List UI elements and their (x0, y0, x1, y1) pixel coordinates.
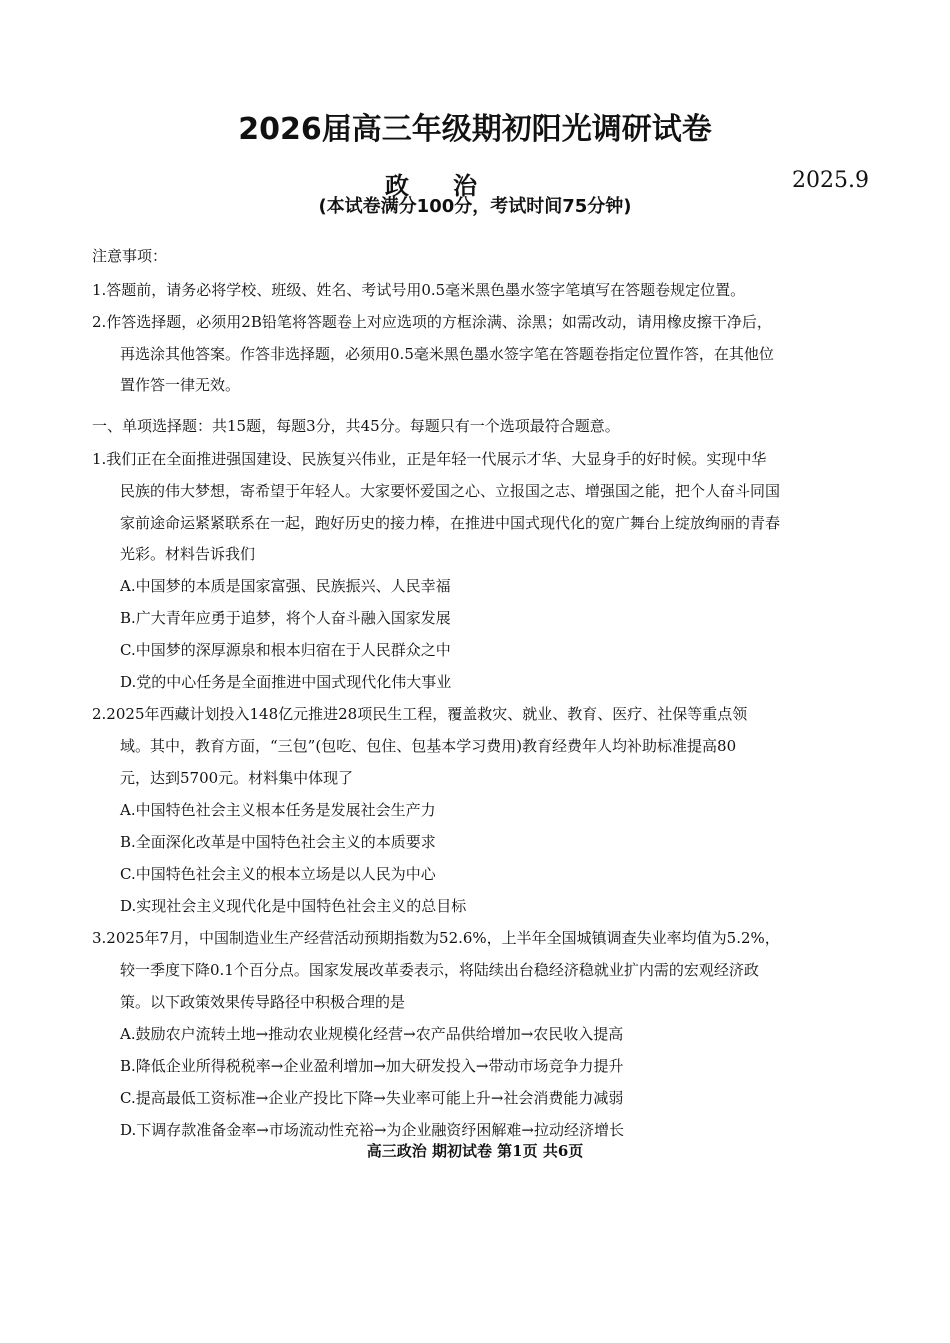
q1-option-c: C.中国梦的深厚源泉和根本归宿在于人民群众之中 (120, 641, 451, 659)
note-item-1: 1.答题前，请务必将学校、班级、姓名、考试号用0.5毫米黑色墨水签字笔填写在答题卷规定位置。 (92, 281, 746, 299)
subject-char-1: 政 (385, 172, 409, 200)
q3-stem-line-3: 策。以下政策效果传导路径中积极合理的是 (120, 993, 406, 1011)
q1-stem-line-1: 1.我们正在全面推进强国建设、民族复兴伟业，正是年轻一代展示才华、大显身手的好时候。实现中华 (92, 450, 767, 468)
section-heading: 一、单项选择题：共15题，每题3分，共45分。每题只有一个选项最符合题意。 (92, 417, 620, 435)
q2-option-b: B.全面深化改革是中国特色社会主义的本质要求 (120, 833, 436, 851)
q2-option-c: C.中国特色社会主义的根本立场是以人民为中心 (120, 865, 436, 883)
exam-title: 2026届高三年级期初阳光调研试卷 (238, 112, 712, 147)
q1-stem-line-2: 民族的伟大梦想，寄希望于年轻人。大家要怀爱国之心、立报国之志、增强国之能，把个人奋斗同国 (120, 482, 781, 500)
q2-option-a: A.中国特色社会主义根本任务是发展社会生产力 (120, 801, 436, 819)
q1-option-d: D.党的中心任务是全面推进中国式现代化伟大事业 (120, 673, 452, 691)
q3-option-d: D.下调存款准备金率→市场流动性充裕→为企业融资纾困解难→拉动经济增长 (120, 1121, 624, 1139)
q2-stem-line-2: 域。其中，教育方面，“三包”(包吃、包住、包基本学习费用)教育经费年人均补助标准提高80 (120, 737, 737, 755)
q1-option-b: B.广大青年应勇于追梦，将个人奋斗融入国家发展 (120, 609, 451, 627)
q1-stem-line-3: 家前途命运紧紧联系在一起，跑好历史的接力棒，在推进中国式现代化的宽广舞台上绽放绚丽的青春 (120, 514, 781, 532)
note-item-2-line-3: 置作答一律无效。 (120, 376, 241, 394)
q3-option-b: B.降低企业所得税税率→企业盈利增加→加大研发投入→带动市场竞争力提升 (120, 1057, 624, 1075)
note-item-2-line-2: 再选涂其他答案。作答非选择题，必须用0.5毫米黑色墨水签字笔在答题卷指定位置作答，在其他位 (120, 345, 774, 363)
q2-stem-line-3: 元，达到5700元。材料集中体现了 (120, 769, 354, 787)
q3-option-a: A.鼓励农户流转土地→推动农业规模化经营→农产品供给增加→农民收入提高 (120, 1025, 624, 1043)
subject-char-2: 治 (453, 172, 477, 200)
q3-stem-line-1: 3.2025年7月，中国制造业生产经营活动预期指数为52.6%，上半年全国城镇调查失业率均值为5.2%， (92, 929, 780, 947)
q1-option-a: A.中国梦的本质是国家富强、民族振兴、人民幸福 (120, 577, 451, 595)
q1-stem-line-4: 光彩。材料告诉我们 (120, 545, 256, 563)
exam-date: 2025.9 (792, 168, 869, 193)
page-footer: 高三政治 期初试卷 第1页 共6页 (366, 1142, 584, 1160)
q3-option-c: C.提高最低工资标准→企业产投比下降→失业率可能上升→社会消费能力减弱 (120, 1089, 624, 1107)
note-item-2-line-1: 2.作答选择题，必须用2B铅笔将答题卷上对应选项的方框涂满、涂黑；如需改动，请用橡皮擦干净后， (92, 313, 772, 331)
q2-stem-line-1: 2.2025年西藏计划投入148亿元推进28项民生工程，覆盖救灾、就业、教育、医疗、社保等重点领 (92, 705, 748, 723)
q2-option-d: D.实现社会主义现代化是中国特色社会主义的总目标 (120, 897, 467, 915)
score-info: (本试卷满分100分，考试时间75分钟) (318, 196, 632, 217)
q3-stem-line-2: 较一季度下降0.1个百分点。国家发展改革委表示，将陆续出台稳经济稳就业扩内需的宏观经济政 (120, 961, 759, 979)
notes-heading: 注意事项： (92, 247, 168, 265)
